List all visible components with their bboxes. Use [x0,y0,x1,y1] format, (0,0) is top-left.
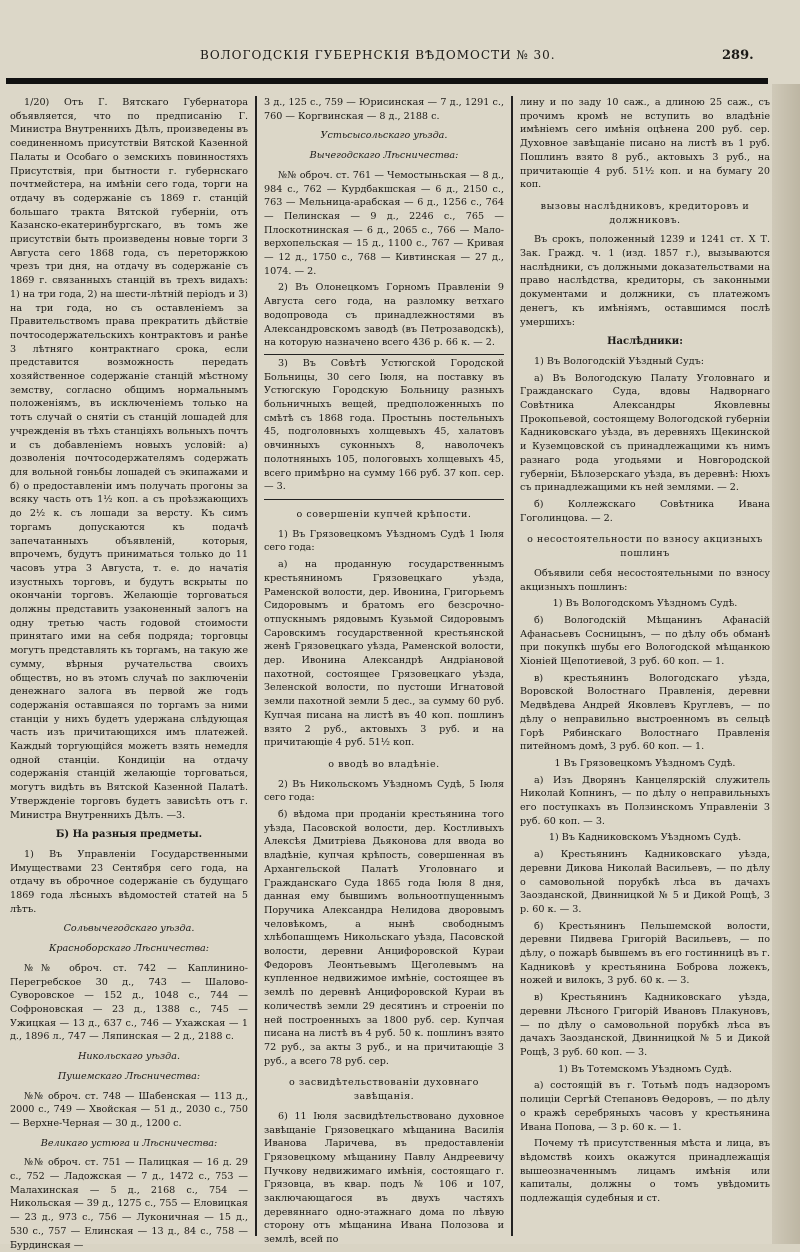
court-name: 1) Въ Кадниковскомъ Уѣздномъ Судѣ. [548,832,742,844]
district-title: Сольвычегодскаго уѣзда. [63,923,195,935]
lot-list: №№ оброч. ст. 761 — Чемостыньская — 8 д., 984 с., 762 — Курдбакшская — 6 д., 2150 с., 763 — Мельница-арабская — 6 д., 1256 с., 764 — Пелинская — 9 д., 2246 с., 765 — Плоскотнинская — 6 д., 2065 с., 766 — Мало-верхопельская — 15 д., 1100 с., 767 — Кривая — 12 д., 1750 с., 768 — Кивтинская — 27 д., 1074. — 2. [264,169,504,277]
forestry-title: Красноборскаго Лѣсничества: [48,943,210,955]
court-name: 1) Въ Вологодскій Уѣздный Судъ: [534,355,704,367]
court-entry-continued: лину и по заду 10 саж., а длиною 25 саж., съ прочимъ кромѣ не вступить во владѣніе имѣніемъ сего имѣнія оцѣнена 200 руб. сер. Духовное завѣщаніе писано на листѣ въ 1 руб. Пошлинъ взято 8 руб., актовыхъ 3 руб., на причитающіе 4 руб. 51½ коп. и на бумагу 20 коп. [520,97,770,191]
lot-list: №№ оброч. ст. 751 — Палицкая — 16 д. 29 с., 752 — Ладожская — 7 д., 1472 с., 753 — Малахинская — 5 д., 2168 с., 754 — Никольская — 39 д., 1275 с., 755 — Еловицкая — 23 д., 973 с., 756 — Луконичная — 15 д., 530 с., 757 — Елинская — 13 д., 84 с., 758 — Бурдинская — [10,1157,248,1251]
section-heading: о засвидѣтельствованіи духовнаго завѣщанія. [289,1077,479,1103]
forestry-title: Пушемскаго Лѣсничества: [57,1070,201,1082]
section-heading: о совершеніи купчей крѣпости. [296,508,472,520]
insolvency-intro: Объявили себя несостоятельными по взносу акцизныхъ пошлинъ: [520,567,770,593]
section-heading: о вводѣ во владѣніе. [328,758,440,770]
lot-list-continued: 3 д., 125 с., 759 — Юрисинская — 7 д., 1291 с., 760 — Коргвинская — 8 д., 2188 с. [264,97,504,122]
column-2 [264,96,504,1246]
forestry-title: Вычегодскаго Лѣсничества: [309,150,459,162]
newspaper-title: ВОЛОГОДСКІЯ ГУБЕРНСКІЯ ВѢДОМОСТИ № 30. [200,48,556,62]
court-entry: 2) Въ Никольскомъ Уѣздномъ Судѣ, 5 Іюля сего года: [264,778,504,804]
court-entry: б) Вологодскій Мѣщанинъ Афанасій Афанасьевъ Сосницынъ, — по дѣлу объ обманѣ при покупкѣ шубы его Вологодской мѣщанкою Хіонiей Щепотиевой, 3 руб. 60 коп. — 1. [520,614,770,668]
court-entry: а) состоящій въ г. Тотьмѣ подъ надзоромъ полиціи Сергѣй Степановъ Өедоровъ, — по дѣлу о кражѣ серебряныхъ часовъ у крестьянина Ивана Попова, — 3 р. 60 к. — 1. [520,1080,770,1133]
court-entry: б) Коллежскаго Совѣтника Ивана Гоголинцова. — 2. [520,498,770,524]
page-edge-shadow [772,84,800,1244]
column-divider [255,96,257,1236]
announcement-olonets: 2) Въ Олонецкомъ Горномъ Правленіи 9 Августа сего года, на разломку ветхаго водопровода съ принадлежностями въ Александровскомъ заводѣ (въ Петрозаводскѣ), на которую назначено всего 436 р. 66 к. — 2. [264,282,504,349]
court-name: 1) Въ Тотемскомъ Уѣздномъ Судѣ. [558,1063,732,1075]
column-divider [511,96,513,1236]
section-heading: вызовы наслѣдниковъ, кредиторовъ и должниковъ. [540,200,750,226]
lot-list: №№ оброч. ст. 742 — Каплинино-Перегребское 30 д., 743 — Шалово-Суворовское — 152 д., 1048 с., 744 — Софроновская — 23 д., 1388 с., 745 — Ужицкая — 13 д., 637 с., 746 — Ухажская — 1 д., 1896 л., 747 — Ляпинская — 2 д., 2188 с. [10,962,248,1043]
boxed-announcement [264,354,504,500]
court-entry: 1) Въ Грязовецкомъ Уѣздномъ Судѣ 1 Іюля сего года: [264,528,504,554]
subsection-heading: Наслѣдники: [607,336,683,348]
court-name: 1 Въ Грязовецкомъ Уѣздномъ Судѣ. [554,757,736,769]
announcement-state-property: 1) Въ Управленіи Государственными Имуществами 23 Сентября сего года, на отдачу въ оброчное содержаніе съ будущаго 1869 года лѣсныхъ вѣдомостей статей на 5 лѣтъ. [10,848,248,915]
column-1 [10,96,248,1251]
closing-paragraph: Почему тѣ присутственныя мѣста и лица, въ вѣдомствѣ коихъ окажутся принадлежащія вышеозначеннымъ лицамъ имѣнія или капиталы, должны о томъ увѣдомить подлежащія судебныя и ст. [520,1138,770,1205]
forestry-title: Великаго устюга и Лѣсничества: [40,1137,218,1149]
court-entry: а) на проданную государственнымъ крестьяниномъ Грязовецкаго уѣзда, Раменской волости, дер. Ивонина, Григорьемъ Сидоровымъ и братомъ его безсрочно-отпускнымъ рядовымъ Кузьмой Сидоровымъ Саровскимъ государственной крестьянской женѣ Грязовецкаго уѣзда, Раменской волости, дер. Ивонина Александрѣ Андріановой пахотной, состоящее Грязовецкаго уѣзда, Зеленской волости, по пустоши Игнатовой земли пахотной земли 5 дес., за сумму 60 руб. Купчая писана на листѣ въ 40 коп. пошлинъ взято 2 руб., актовыхъ 3 руб. и на причитающіе 4 руб. 51½ коп. [264,559,504,749]
header-rule [6,78,768,84]
court-entry: в) крестьянинъ Вологодскаго уѣзда, Воровской Волостнаго Правленія, деревни Медвѣдева Андрей Яковлевъ Круглевъ, — по дѣлу о неправильно выстроенномъ въ сельцѣ Горѣ Рябинскаго Волостнаго Правленія питейномъ домѣ, 3 руб. 60 коп. — 1. [520,672,770,753]
column-3 [520,96,770,1236]
court-entry: в) Крестьянинъ Кадниковскаго уѣзда, деревни Лѣсного Григорій Ивановъ Плакуновъ, — по дѣлу о самовольной порубкѣ лѣса въ дачахъ Заозданской, Двинницкой № 5 и Дикой Рощѣ, 3 руб. 60 коп. — 3. [520,992,770,1058]
section-heading: Б) На разныя предметы. [55,829,203,841]
court-entry: а) Изъ Дворянъ Канцелярскій служитель Николай Копнинъ, — по дѣлу о неправильныхъ его поступкахъ въ Ползинскомъ Управленіи 3 руб. 60 коп. — 3. [520,774,770,827]
page-number: 289. [722,48,754,63]
court-entry: а) Въ Вологодскую Палату Уголовнаго и Гражданскаго Суда, вдовы Надворнаго Совѣтника Александры Яковлевны Прокопьевой, состоящему Вологодской губерніи Кадниковскаго уѣзда, въ деревняхъ Щекинской и Куземцовской съ принадлежащими къ нимъ разнаго рода угодьями и Новгородской губерніи, Бѣлозерскаго уѣзда, въ деревнѣ: Нюхъ съ принадлежащими къ ней землями. — 2. [520,372,770,494]
court-name: 1) Въ Вологодскомъ Уѣздномъ Судѣ. [552,598,738,610]
court-entry: б) Крестьянинъ Пельшемской волости, деревни Пидвева Григорій Васильевъ, — по дѣлу, о пожарѣ бывшемъ въ его гостинницѣ въ г. Кадниковѣ у крестьянина Боброва ложекъ, ножей и вилокъ, 3 руб. 60 к. — 3. [520,920,770,987]
page-header [0,44,800,70]
district-title: Устьсысольскаго уѣзда. [320,130,448,142]
lot-list: №№ оброч. ст. 748 — Шабенская — 113 д., 2000 с., 749 — Хвойская — 51 д., 2030 с., 750 — Верхне-Черная — 30 д., 1200 с. [10,1090,248,1129]
announcement-ustyug-hospital: 3) Въ Совѣтѣ Устюгской Городской Больницы, 30 сего Іюля, на поставку въ Устюгскую Городскую Больницу разныхъ больничныхъ вещей, предположенныхъ по смѣтѣ съ 1868 года. Простынь постельныхъ 45, подголовныхъ холщевыхъ 45, халатовъ овчинныхъ суконныхъ 8, наволочекъ полотняныхъ 105, пологовыхъ холщевыхъ 45, всего примѣрно на сумму 166 руб. 37 коп. сер. — 3. [264,357,504,493]
court-entry: а) Крестьянинъ Кадниковскаго уѣзда, деревни Дикова Николай Васильевъ, — по дѣлу о самовольной порубкѣ лѣса въ дачахъ Заозданской, Двинницкой № 5 и Дикой Рощѣ, 3 р. 60 к. — 3. [520,849,770,915]
announcement-vyatka-stations: 1/20) Отъ Г. Вятскаго Губернатора объявляется, что по предписанію Г. Министра Внутреннихъ Дѣлъ, произведены въ соединенномъ присутствіи Вятской Казенной Палаты и Особаго о земскихъ повинностяхъ Присутствія, при бытности г. губернскаго почтмейстера, на имѣніи сего года, торги на отдачу въ содержаніе съ 1869 г. станцій большаго тракта Вятской губерніи, отъ Казанско-екатеринбургскаго, въ томъ же присутствіи быть произведены новые торги 3 Августа сего 1868 года, съ переторжкою чрезъ три дня, на отдачу въ содержаніе съ 1869 г. связанныхъ станцій въ трехъ видахъ: 1) на три года, 2) на шести-лѣтній періодъ и 3) на три года, но съ оставленіемъ за Правительствомъ права прекратить дѣйствіе почтосодержательскихъ контрактовъ и ранѣе 3 лѣтняго контрактнаго срока, если представится возможность передать хозяйственное содержаніе станцій мѣстному земству, согласно общимъ нормальнымъ положеніямъ, въ исключеніемъ только на тотъ случай о снятіи съ станцій лошадей для учрежденія въ тѣхъ станціяхъ вольныхъ почтъ и съ добавленіемъ новыхъ условій: а) дозволенія почтосодержателямъ содержать для вольной гоньбы лошадей съ экипажами и б) о предоставленіи имъ получать прогоны за всяку часть отъ 1½ коп. а съ проѣзжающихъ до 2½ к. съ лошади за версту. Къ симъ торгамъ допускаются къ подачѣ запечатанныхъ объявленій, которыя, впрочемъ, будутъ приниматься только до 11 часовъ утра 3 Августа, т. е. до начатія изустныхъ торговъ, и будутъ вскрыты по окончаніи торговъ. Желающіе торговаться должны представить узаконенный залогъ на одну третью часть годовой стоимости принятаго ими на себя подряда; торговцы могутъ представлять къ торгамъ, на такую же сумму, вѣрныя ручательства своихъ обществъ, но въ этомъ случаѣ по заключеніи денежнаго залога въ первой же годъ содержанія оставшаяся по торгамъ за ними станціи у нихъ будетъ удержана слѣдующая часть изъ причитающихся имъ платежей. Каждый торгующійся можетъ взять немедля одной станціи. Кондиціи на отдачу содержанія станцій желающіе торговаться, могутъ видѣть въ Вятской Казенной Палатѣ. Утвержденіе торговъ будетъ зависѣть отъ г. Министра Внутреннихъ Дѣлъ. —3. [10,97,248,821]
district-title: Никольскаго уѣзда. [78,1051,180,1063]
court-entry: 6) 11 Іюля засвидѣтельствовано духовное завѣщаніе Грязовецкаго мѣщанина Василія Иванова Ларичева, въ предоставленіи Грязовецкому мѣщанину Павлу Андреевичу Пучкову недвижимаго имѣнія, состоящаго г. Грязовца, въ квар. подъ № 106 и 107, заключающагося въ двухъ частяхъ деревяннаго одно-этажнаго дома по лѣвую сторону отъ мѣщанина Ивана Полозова и землѣ, всей по [264,1110,504,1246]
court-entry: б) вѣдома при проданіи крестьянина того уѣзда, Пасовской волости, дер. Костливыхъ Алексѣя Дмитріева Дьяконова для ввода во владѣніе, купчая крѣпость, совершенная въ Архангельской Палатѣ Уголовнаго и Гражданскаго Суда 1865 года Іюля 8 дня, данная ему бывшимъ вольноотпущеннымъ Поручика Александра Нелидова дворовымъ человѣкомъ, а нынѣ свободнымъ хлѣбопашцемъ Никольскаго уѣзда, Пасовской волости, деревни Анцифоровской Кураи Федоровъ Леонтьевымъ Щеголевымъ на купленное недвижимое имѣніе, состоящее въ землѣ по деревнѣ Анцифоровской Кураи въ количествѣ земли 29 десятинъ и строеніи по ней построенныхъ за 1800 руб. сер. Купчая писана на листѣ въ 4 руб. 50 к. пошлинъ взято 72 руб., за акты 3 руб., и на причитающіе 3 руб., а всего 78 руб. сер. [264,809,504,1067]
summons-intro: Въ срокъ, положенный 1239 и 1241 ст. Х Т. Зак. Гражд. ч. 1 (изд. 1857 г.), вызываются наслѣдники, съ должными доказательствами на право наслѣдства, кредиторы, съ законными документами и должники, съ платежомъ денегъ, къ имѣніямъ, оставшимся послѣ умершихъ: [520,234,770,328]
section-heading: о несостоятельности по взносу акцизныхъ пошлинъ [527,534,763,560]
